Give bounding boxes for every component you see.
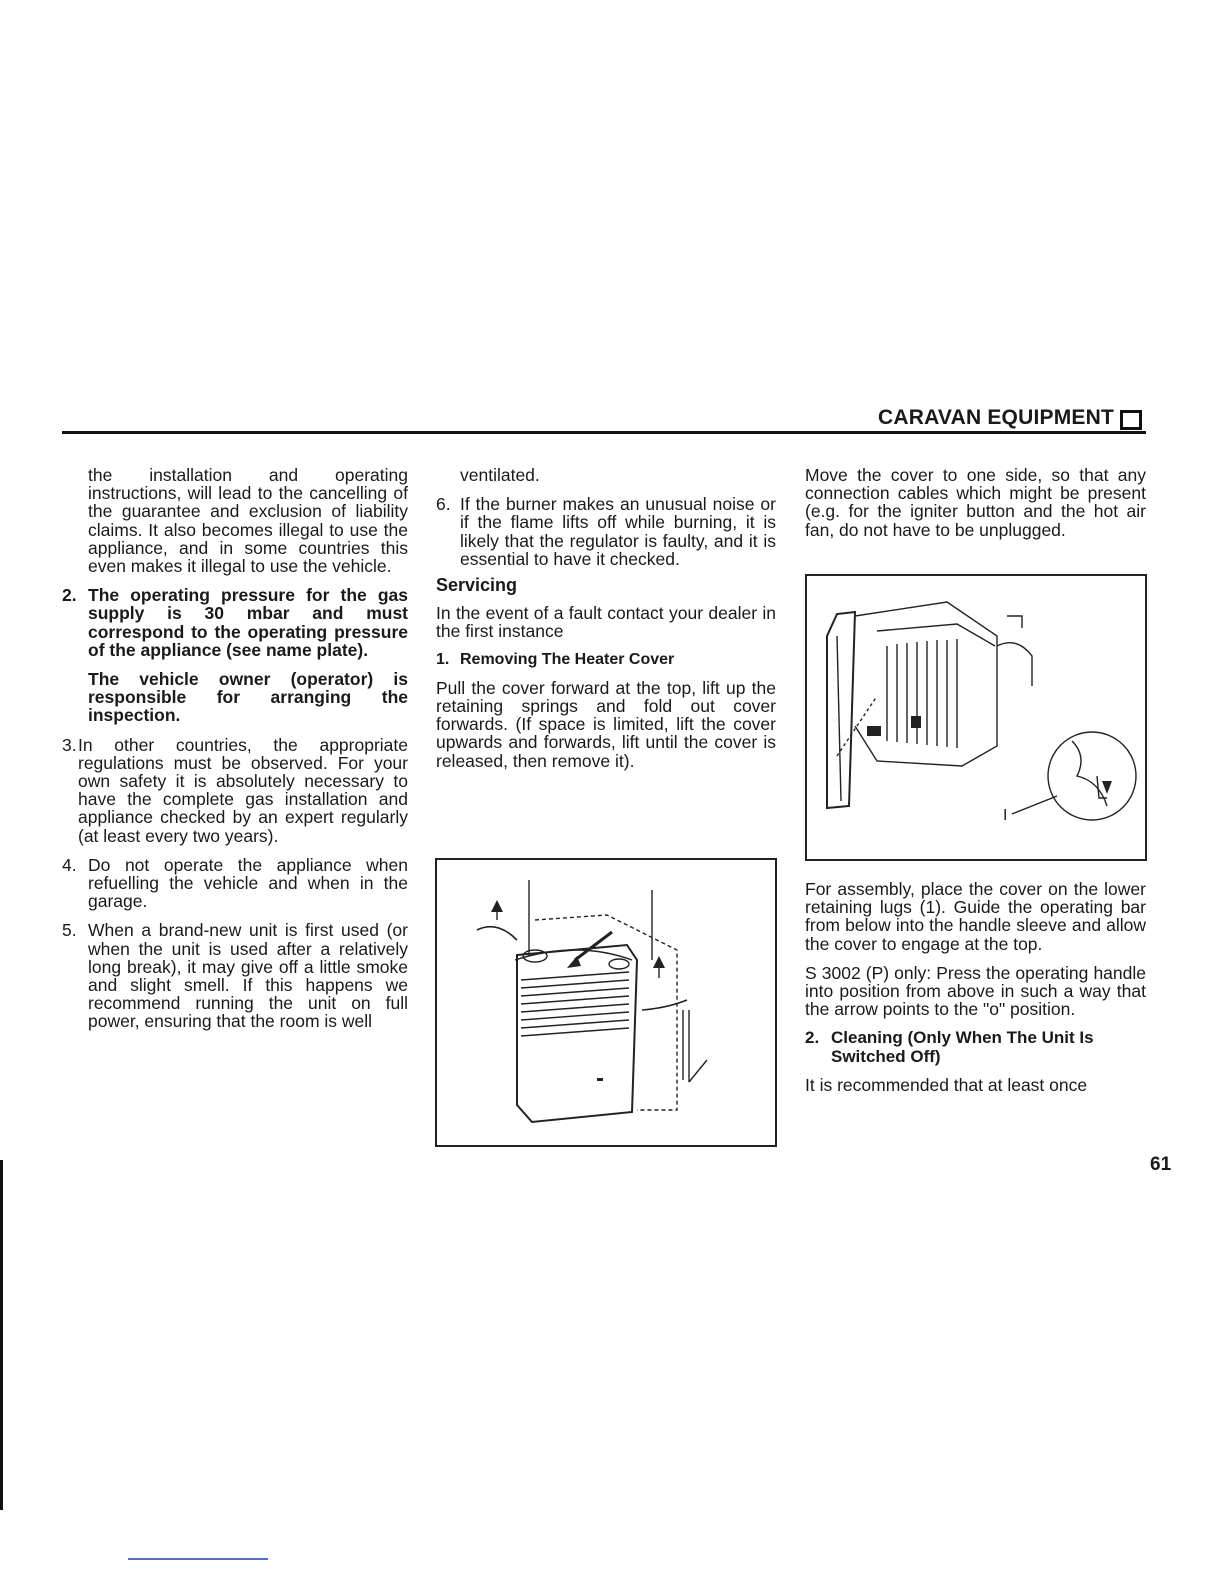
- subsection-1-heading: [436, 651, 776, 669]
- page-number: 61: [1150, 1154, 1172, 1175]
- item4-text: Do not operate the appliance when refuelling the vehicle and when in the garage.: [88, 854, 408, 912]
- heater-cover-illustration: [437, 860, 775, 1145]
- figure-removing-cover: [435, 858, 777, 1147]
- item2-text-b: The vehicle owner (operator) is responsible for arranging the inspection.: [88, 669, 408, 726]
- header-rule: [62, 431, 1146, 434]
- servicing-heading: Servicing: [436, 575, 518, 596]
- item6-text: If the burner makes an unusual noise or if the flame lifts off while burning, it is likely that the regulator is faulty, and it is essential to have it checked.: [460, 494, 776, 569]
- item2-text: The operating pressure for the gas supply is 30 mbar and must correspond to the operating pressure of the appliance (see name plate).: [88, 585, 408, 660]
- item5-text: When a brand-new unit is first used (or when the unit is used after a relatively long break), it may give off a little smoke and slight smell. If this happens we recommend running the unit on full power, ensuring that the room is well: [88, 920, 408, 1032]
- section-header-title: CARAVAN EQUIPMENT: [878, 406, 1114, 429]
- column-left: [62, 466, 408, 1031]
- scan-edge-mark: [0, 1160, 3, 1510]
- item-number: 3.: [62, 734, 77, 755]
- subsection-title: Cleaning (Only When The Unit Is Switched Off): [831, 1028, 1094, 1066]
- subsection-number: 1.: [436, 650, 450, 668]
- column-right: [805, 466, 1146, 539]
- list-item-3: [62, 736, 408, 845]
- col2-continuation: ventilated.: [460, 465, 540, 485]
- header-square-icon: [1120, 410, 1142, 430]
- open-cover-illustration: [807, 576, 1145, 859]
- item-number: 4.: [62, 854, 77, 875]
- list-item-5: [62, 921, 408, 1030]
- list-item-4: [62, 856, 408, 911]
- subsection-title: Removing The Heater Cover: [460, 650, 675, 668]
- list-item-6: [436, 495, 776, 568]
- figure-label: I: [1003, 807, 1008, 824]
- subsection-2-heading: [805, 1029, 1146, 1065]
- column-middle: [436, 466, 776, 770]
- bottom-blue-line: [128, 1558, 268, 1560]
- sub1-text: Pull the cover forward at the top, lift up the retaining springs and fold out cover forwards. (If space is limited, lift the cover upwards and forwards, lift until the cover is released, then remove it).: [436, 677, 776, 771]
- item-number: 2.: [62, 585, 77, 606]
- assembly-text: For assembly, place the cover on the lower retaining lugs (1). Guide the operating bar from below into the handle sleeve and allow the cover to engage at the top.: [805, 879, 1146, 954]
- item-number: 6.: [436, 494, 451, 515]
- list-item-2: [62, 586, 408, 724]
- servicing-text: In the event of a fault contact your dealer in the first instance: [436, 603, 776, 642]
- item3-text: In other countries, the appropriate regulations must be observed. For your own safety it is absolutely necessary to have the complete gas installation and appliance checked by an expert regularly (at least every two years).: [78, 734, 408, 846]
- col1-intro: the installation and operating instructions, will lead to the cancelling of the guarantee and exclusion of liability claims. It also becomes illegal to use the appliance, and in some countries this even makes it illegal to use the vehicle.: [88, 465, 408, 577]
- figure-open-cover: [805, 574, 1147, 861]
- subsection-number: 2.: [805, 1028, 820, 1048]
- last-text: It is recommended that at least once: [805, 1074, 1088, 1095]
- col3-intro: Move the cover to one side, so that any connection cables which might be present (e.g. for the igniter button and the hot air fan, do not have to be unplugged.: [805, 465, 1146, 540]
- s3002-text: S 3002 (P) only: Press the operating handle into position from above in such a way that the arrow points to the "o" position.: [805, 962, 1146, 1020]
- column-right-lower: [805, 880, 1146, 1094]
- item-number: 5.: [62, 920, 77, 941]
